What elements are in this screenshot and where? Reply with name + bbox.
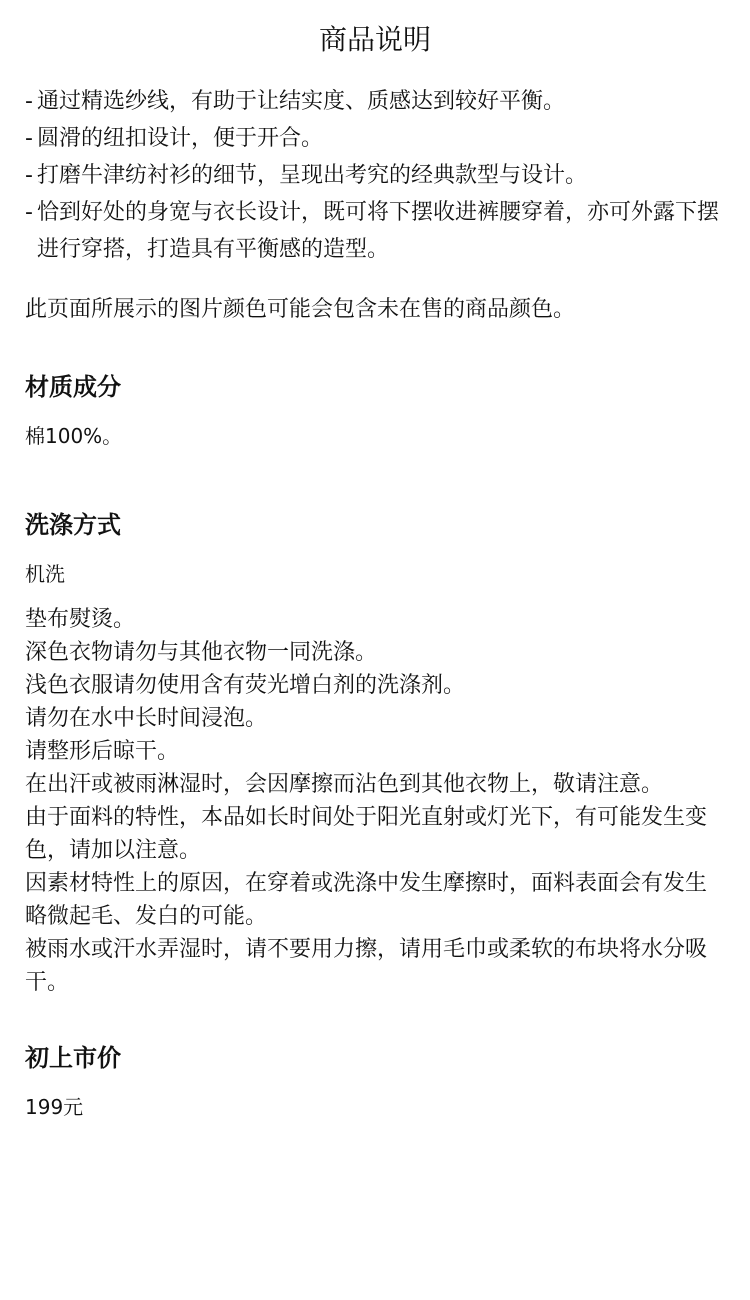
washing-method: 机洗: [25, 562, 65, 586]
washing-instruction: 因素材特性上的原因，在穿着或洗涤中发生摩擦时，面料表面会有发生略微起毛、发白的可能。: [25, 871, 708, 929]
washing-instruction: 由于面料的特性，本品如长时间处于阳光直射或灯光下，有可能发生变色，请加以注意。: [25, 805, 708, 863]
page-title: 商品说明: [318, 23, 431, 56]
washing-instructions: [25, 603, 725, 999]
washing-instruction: 深色衣物请勿与其他衣物一同洗涤。: [25, 640, 378, 665]
washing-instruction: 请勿在水中长时间浸泡。: [25, 706, 268, 731]
feature-item: - 通过精选纱线，有助于让结实度、质感达到较好平衡。: [25, 83, 725, 120]
feature-list: [25, 83, 725, 268]
material-heading: 材质成分: [25, 373, 121, 401]
washing-instruction: 请整形后晾干。: [25, 739, 180, 764]
washing-instruction: 垫布熨烫。: [25, 607, 136, 632]
washing-instruction: 在出汗或被雨淋湿时，会因摩擦而沾色到其他衣物上，敬请注意。: [25, 772, 664, 797]
color-disclaimer: 此页面所展示的图片颜色可能会包含未在售的商品颜色。: [25, 297, 576, 322]
price-text: 199元: [25, 1095, 84, 1119]
washing-instruction: 被雨水或汗水弄湿时，请不要用力擦，请用毛巾或柔软的布块将水分吸干。: [25, 937, 708, 995]
feature-item: - 打磨牛津纺衬衫的细节，呈现出考究的经典款型与设计。: [25, 157, 725, 194]
washing-instruction: 浅色衣服请勿使用含有荧光增白剂的洗涤剂。: [25, 673, 466, 698]
feature-item: - 圆滑的纽扣设计，便于开合。: [25, 120, 725, 157]
washing-heading: 洗涤方式: [25, 511, 121, 539]
feature-item: - 恰到好处的身宽与衣长设计，既可将下摆收进裤腰穿着，亦可外露下摆进行穿搭，打造具有平衡感的造型。: [25, 194, 725, 268]
material-text: 棉100%。: [25, 424, 123, 448]
price-heading: 初上市价: [25, 1044, 121, 1072]
